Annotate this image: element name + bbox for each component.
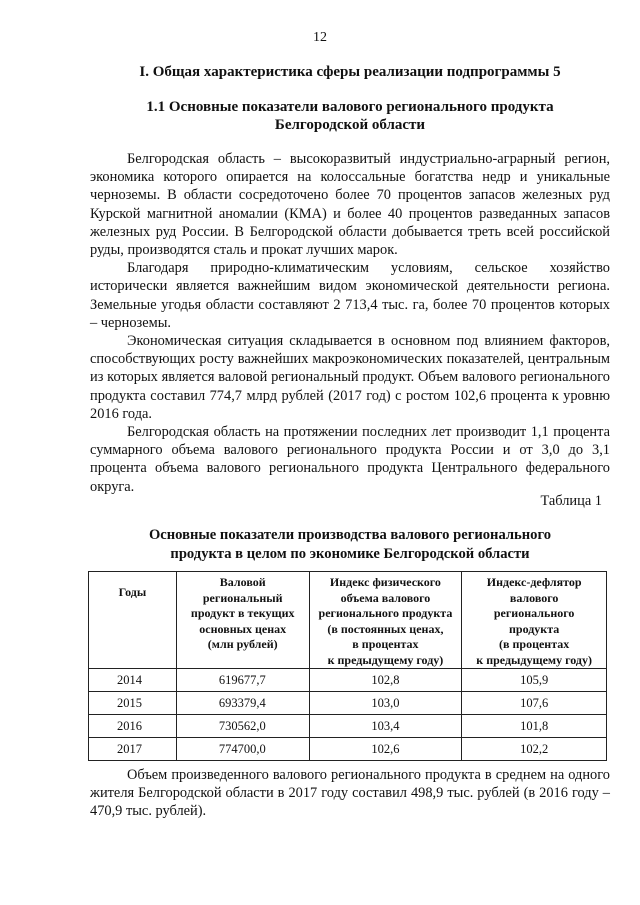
paragraph-2: Благодаря природно-климатическим условиям, сельское хозяйство исторически является важнейшим видом экономической деятельности региона. Земельные угодья области составляют 2 713,4 тыс. га, более 70 процентов которых – черноземы. <box>90 260 610 331</box>
header-def-line: регионального <box>493 606 575 620</box>
cell-deflator: 105,9 <box>462 669 607 692</box>
header-year-label: Годы <box>118 585 147 599</box>
header-def-line: к предыдущему году) <box>476 652 592 667</box>
header-grp-line: продукт в текущих <box>190 606 295 620</box>
table-row <box>89 715 607 738</box>
header-fiz-line: Индекс физического <box>329 575 441 589</box>
header-grp-line: региональный <box>202 590 283 605</box>
table-header-row <box>89 572 607 669</box>
cell-grp: 619677,7 <box>176 669 309 692</box>
cell-deflator: 107,6 <box>462 692 607 715</box>
header-def-line: Индекс-дефлятор <box>486 575 582 589</box>
cell-grp: 730562,0 <box>176 715 309 738</box>
grp-table <box>88 571 607 761</box>
cell-deflator: 102,2 <box>462 738 607 761</box>
header-fiz-line: регионального продукта <box>318 606 453 620</box>
header-physical-volume-index <box>309 572 462 669</box>
table-label: Таблица 1 <box>540 493 602 509</box>
header-def-line: продукта <box>508 621 560 636</box>
subsection-heading-line-2: Белгородской области <box>274 117 426 133</box>
cell-deflator: 101,8 <box>462 715 607 738</box>
header-grp-line: (млн рублей) <box>207 637 278 651</box>
paragraph-3: Экономическая ситуация складывается в основном под влиянием факторов, способствующих росту важнейших макроэкономических показателей, центральным из которых является валовой региональный продукт. Объем валового регионального продукта составил 774,7 млрд рублей (2017 год) с ростом 102,6 процента к уровню 2016 года. <box>90 333 610 422</box>
after-table-text <box>90 766 610 821</box>
cell-year: 2017 <box>89 738 177 761</box>
header-grp-line: основных ценах <box>199 621 287 636</box>
header-def-line: (в процентах <box>499 637 570 651</box>
paragraph-per-capita: Объем произведенного валового регионального продукта в среднем на одного жителя Белгородской области в 2017 году составил 498,9 тыс. рублей (в 2016 году – 470,9 тыс. рублей). <box>90 767 610 820</box>
table-title <box>90 526 610 563</box>
table-title-line-1: Основные показатели производства валового регионального <box>148 527 552 543</box>
header-grp-line: Валовой <box>219 575 266 589</box>
paragraph-4: Белгородская область на протяжении последних лет производит 1,1 процента суммарного объема валового регионального продукта России и от 3,0 до 3,1 процента объема валового регионального продукта Центрального федерального округа. <box>90 424 610 495</box>
subsection-heading-line-1: 1.1 Основные показатели валового регионального продукта <box>146 99 554 115</box>
paragraph-1: Белгородская область – высокоразвитый индустриально-аграрный регион, экономика которого опирается на колоссальные богатства недр и уникальные черноземы. В области сосредоточено более 70 процентов запасов железных руд Курской магнитной аномалии (КМА) и более 40 процентов разведанных запасов железных руд России. В Белгородской области добывается треть всей российской руды, производятся сталь и прокат лучших марок. <box>90 151 610 259</box>
header-fiz-line: к предыдущему году) <box>327 652 444 667</box>
header-def-line: валового <box>509 590 559 605</box>
cell-physical-index: 102,6 <box>309 738 462 761</box>
header-fiz-line: (в постоянных ценах, <box>327 621 444 636</box>
table-row <box>89 669 607 692</box>
cell-physical-index: 103,0 <box>309 692 462 715</box>
cell-year: 2016 <box>89 715 177 738</box>
body-text <box>90 150 610 496</box>
cell-year: 2014 <box>89 669 177 692</box>
page-number: 12 <box>313 30 327 45</box>
subsection-heading <box>90 98 610 134</box>
header-fiz-line: в процентах <box>352 637 419 651</box>
cell-year: 2015 <box>89 692 177 715</box>
header-deflator-index <box>462 572 607 669</box>
cell-physical-index: 103,4 <box>309 715 462 738</box>
cell-grp: 693379,4 <box>176 692 309 715</box>
header-year <box>89 572 177 669</box>
section-heading: I. Общая характеристика сферы реализации подпрограммы 5 <box>139 64 561 80</box>
table-title-line-2: продукта в целом по экономике Белгородской области <box>170 545 530 562</box>
table-row <box>89 738 607 761</box>
cell-physical-index: 102,8 <box>309 669 462 692</box>
header-grp <box>176 572 309 669</box>
cell-grp: 774700,0 <box>176 738 309 761</box>
header-fiz-line: объема валового <box>340 590 431 605</box>
table-row <box>89 692 607 715</box>
